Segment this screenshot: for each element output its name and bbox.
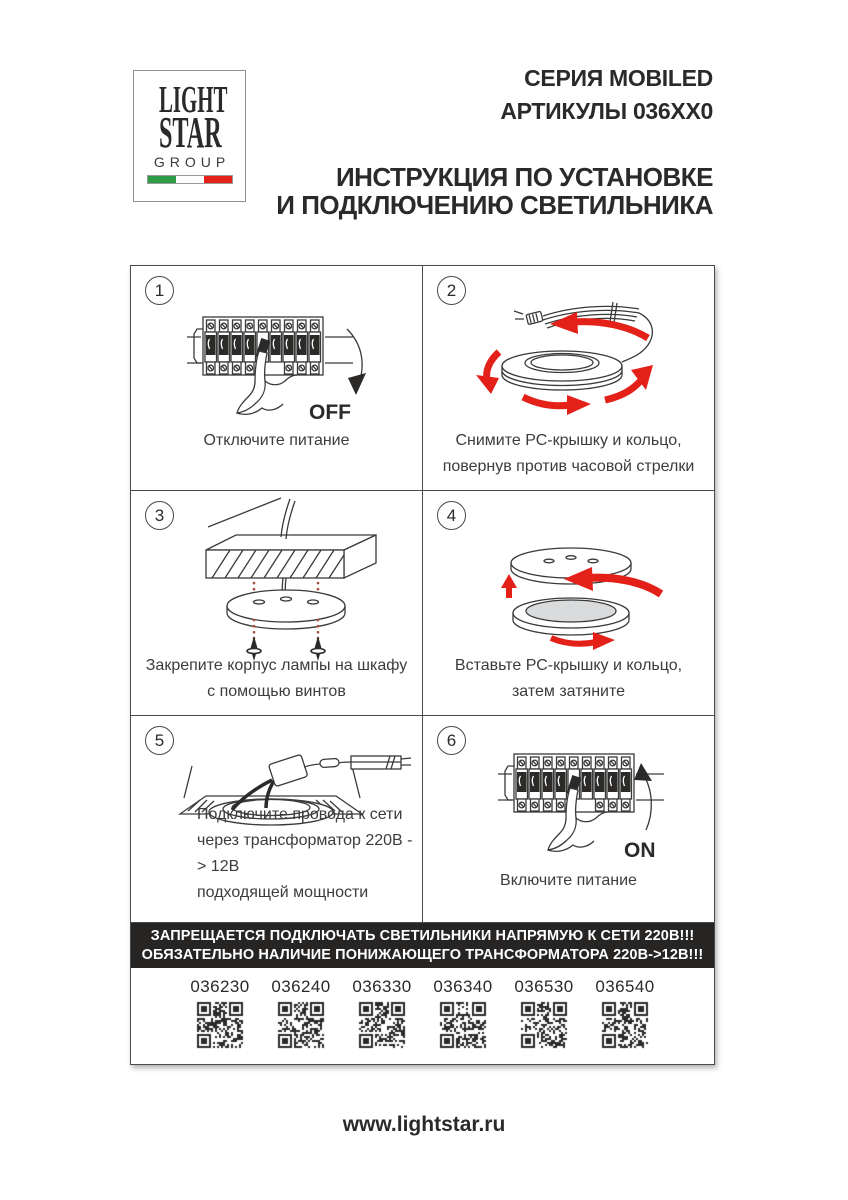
step-2-cell <box>423 266 714 491</box>
transformer-terminal <box>351 756 411 769</box>
warning-banner <box>131 923 714 968</box>
article-number: 036330 <box>352 977 412 996</box>
mount-body-screws-illustration <box>186 493 406 668</box>
off-label: OFF <box>309 401 351 424</box>
ring-with-glass <box>513 598 629 635</box>
step-4-caption: Вставьте РС-крышку и кольцо, затем затяните <box>454 657 683 700</box>
article-column <box>342 977 423 1065</box>
lamp-body-disc <box>227 590 345 629</box>
flag-green-band <box>148 176 176 183</box>
article-column <box>261 977 342 1065</box>
step-2-caption: Снимите РС-крышку и кольцо, повернув против часовой стрелки <box>442 432 695 475</box>
warning-line-2: ОБЯЗАТЕЛЬНО НАЛИЧИЕ ПОНИЖАЮЩЕГО ТРАНСФОРМАТОРА 220В->12В!!! <box>141 946 704 963</box>
qr-code <box>276 1000 326 1050</box>
step-5-number: 5 <box>145 726 174 755</box>
article-number: 036240 <box>271 977 331 996</box>
step-6-number: 6 <box>437 726 466 755</box>
lightstar-logo <box>133 70 246 202</box>
qr-code <box>357 1000 407 1050</box>
article-column <box>504 977 585 1065</box>
flag-white-band <box>176 176 204 183</box>
logo-word-star: STAR <box>158 108 222 157</box>
step-3-cell <box>131 491 423 716</box>
step-4-number: 4 <box>437 501 466 530</box>
logo-word-group: GROUP <box>153 154 231 170</box>
step-6-caption: Включите питание <box>500 872 637 889</box>
plug-connector <box>268 754 351 786</box>
step-1-caption: Отключите питание <box>203 432 350 449</box>
insert-cover-ring-illustration <box>463 541 693 653</box>
website-url: www.lightstar.ru <box>342 1113 506 1136</box>
qr-code <box>519 1000 569 1050</box>
turn-off-arrow-icon <box>347 329 366 395</box>
step-4-cell <box>423 491 714 716</box>
step-2-number: 2 <box>437 276 466 305</box>
article-number: 036340 <box>433 977 493 996</box>
steps-grid <box>131 266 714 923</box>
step-6-cell <box>423 716 714 923</box>
warning-line-1: ЗАПРЕЩАЕТСЯ ПОДКЛЮЧАТЬ СВЕТИЛЬНИКИ НАПРЯМУЮ К СЕТИ 220В!!! <box>150 927 695 944</box>
puck-light-unscrew-illustration <box>443 276 683 426</box>
logo-word-light: LIGHT <box>158 79 228 121</box>
article-column <box>585 977 666 1065</box>
italian-flag-stripe <box>147 175 233 184</box>
page-title: ИНСТРУКЦИЯ ПО УСТАНОВКЕ И ПОДКЛЮЧЕНИЮ СВЕТИЛЬНИКА <box>276 162 713 220</box>
article-number: 036540 <box>595 977 655 996</box>
article-number: 036530 <box>514 977 574 996</box>
qr-code <box>195 1000 245 1050</box>
article-column <box>180 977 261 1065</box>
qr-code <box>438 1000 488 1050</box>
step-1-number: 1 <box>145 276 174 305</box>
series-name: СЕРИЯ MOBILED <box>524 65 713 91</box>
step-5-cell <box>131 716 423 923</box>
on-label: ON <box>624 839 656 862</box>
series-articles: АРТИКУЛЫ 036XX0 <box>500 98 713 124</box>
step-3-caption: Закрепите корпус лампы на шкафу с помощью винтов <box>145 657 408 700</box>
turn-on-arrow-icon <box>634 763 652 830</box>
article-column <box>423 977 504 1065</box>
articles-row <box>131 968 714 1065</box>
breaker-switch-off-illustration <box>185 307 375 429</box>
cabinet-board <box>206 535 376 578</box>
step-1-cell <box>131 266 423 491</box>
logo-wordmark <box>158 79 228 157</box>
article-number: 036230 <box>190 977 250 996</box>
step-3-number: 3 <box>145 501 174 530</box>
puck-light-body <box>502 351 622 390</box>
instruction-table <box>130 265 715 1065</box>
flag-red-band <box>204 176 232 183</box>
step-5-caption: Подключите провода к сети через трансформатор 220В -> 12В подходящей мощности <box>197 806 413 901</box>
breaker-switch-on-illustration <box>496 744 686 866</box>
series-header <box>500 62 713 128</box>
qr-code <box>600 1000 650 1050</box>
